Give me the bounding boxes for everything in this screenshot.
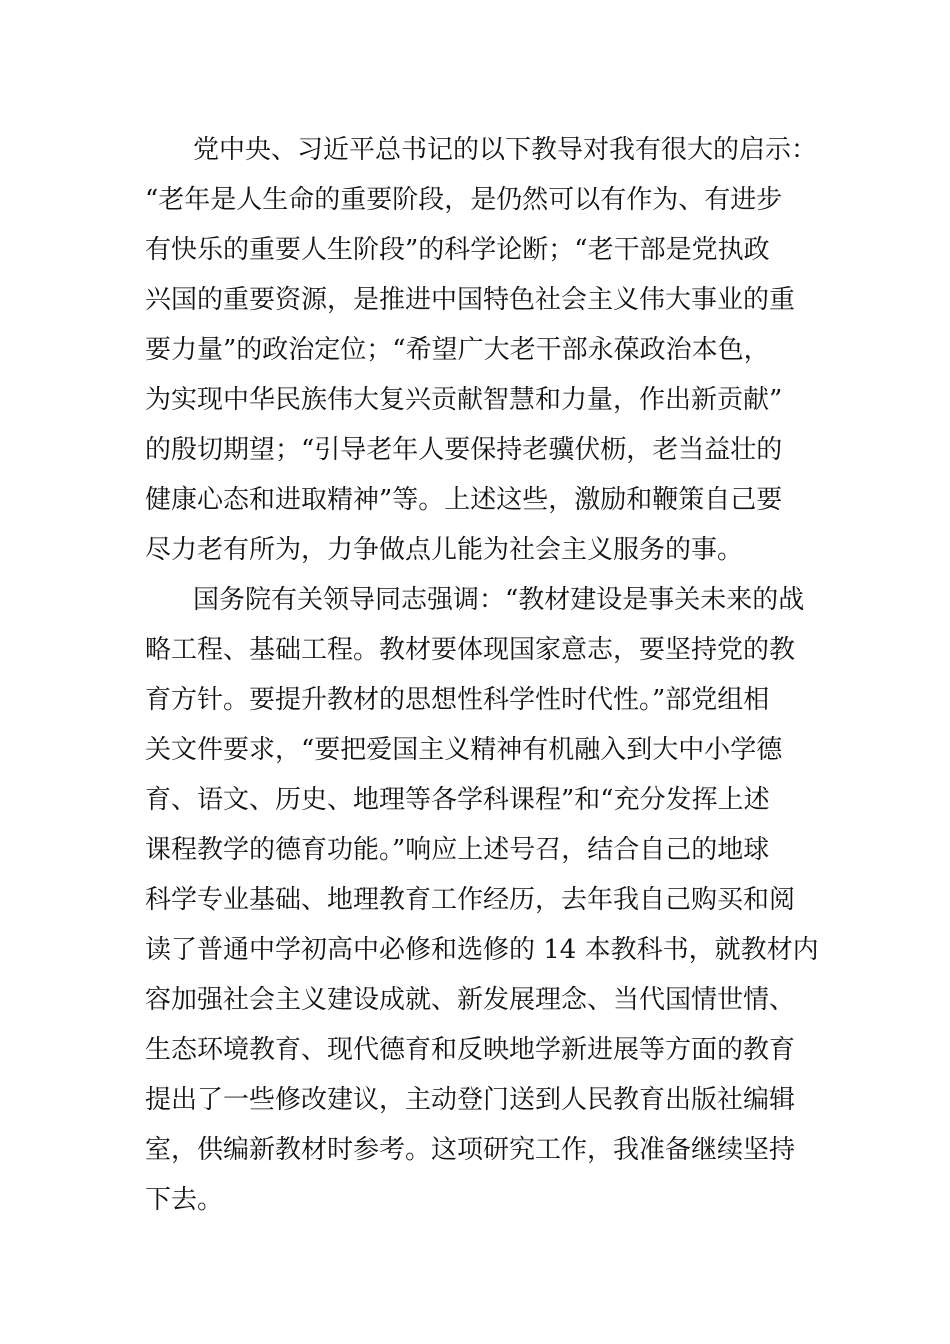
paragraph-2-line-13: 下去。: [145, 1185, 224, 1215]
paragraph-2-line-8: 读了普通中学初高中必修和选修的 14 本教科书，就教材内: [145, 935, 819, 965]
paragraph-2-line-10: 生态环境教育、现代德育和反映地学新进展等方面的教育: [145, 1035, 796, 1065]
paragraph-2-line-2: 略工程、基础工程。教材要体现国家意志，要坚持党的教: [145, 635, 796, 665]
paragraph-2-line-9: 容加强社会主义建设成就、新发展理念、当代国情世情、: [145, 985, 796, 1015]
paragraph-1-line-3: 有快乐的重要人生阶段”的科学论断；“老干部是党执政: [145, 235, 770, 265]
paragraph-1-line-8: 健康心态和进取精神”等。上述这些，激励和鞭策自己要: [145, 485, 783, 515]
paragraph-1-line-1: 党中央、习近平总书记的以下教导对我有很大的启示：: [141, 135, 818, 165]
paragraph-1-line-4: 兴国的重要资源，是推进中国特色社会主义伟大事业的重: [145, 285, 796, 315]
paragraph-1-line-6: 为实现中华民族伟大复兴贡献智慧和力量，作出新贡献”: [145, 385, 783, 415]
paragraph-1-line-5: 要力量”的政治定位；“希望广大老干部永葆政治本色，: [145, 335, 770, 365]
paragraph-1-line-2: “老年是人生命的重要阶段，是仍然可以有作为、有进步: [145, 185, 783, 215]
paragraph-2-line-1: 国务院有关领导同志强调：“教材建设是事关未来的战: [141, 585, 805, 615]
paragraph-1-line-7: 的殷切期望；“引导老年人要保持老骥伏枥，老当益壮的: [145, 435, 783, 465]
paragraph-2-line-11: 提出了一些修改建议，主动登门送到人民教育出版社编辑: [145, 1085, 796, 1115]
paragraph-2-line-7: 科学专业基础、地理教育工作经历，去年我自己购买和阅: [145, 885, 796, 915]
paragraph-2-line-12: 室，供编新教材时参考。这项研究工作，我准备继续坚持: [145, 1135, 796, 1165]
paragraph-2-line-5: 育、语文、历史、地理等各学科课程”和“充分发挥上述: [145, 785, 770, 815]
paragraph-1-line-9: 尽力老有所为，力争做点儿能为社会主义服务的事。: [145, 535, 744, 565]
paragraph-2-line-6: 课程教学的德育功能。”响应上述号召，结合自己的地球: [145, 835, 770, 865]
paragraph-2-line-4: 关文件要求，“要把爱国主义精神有机融入到大中小学德: [145, 735, 783, 765]
paragraph-2-line-3: 育方针。要提升教材的思想性科学性时代性。”部党组相: [145, 685, 770, 715]
